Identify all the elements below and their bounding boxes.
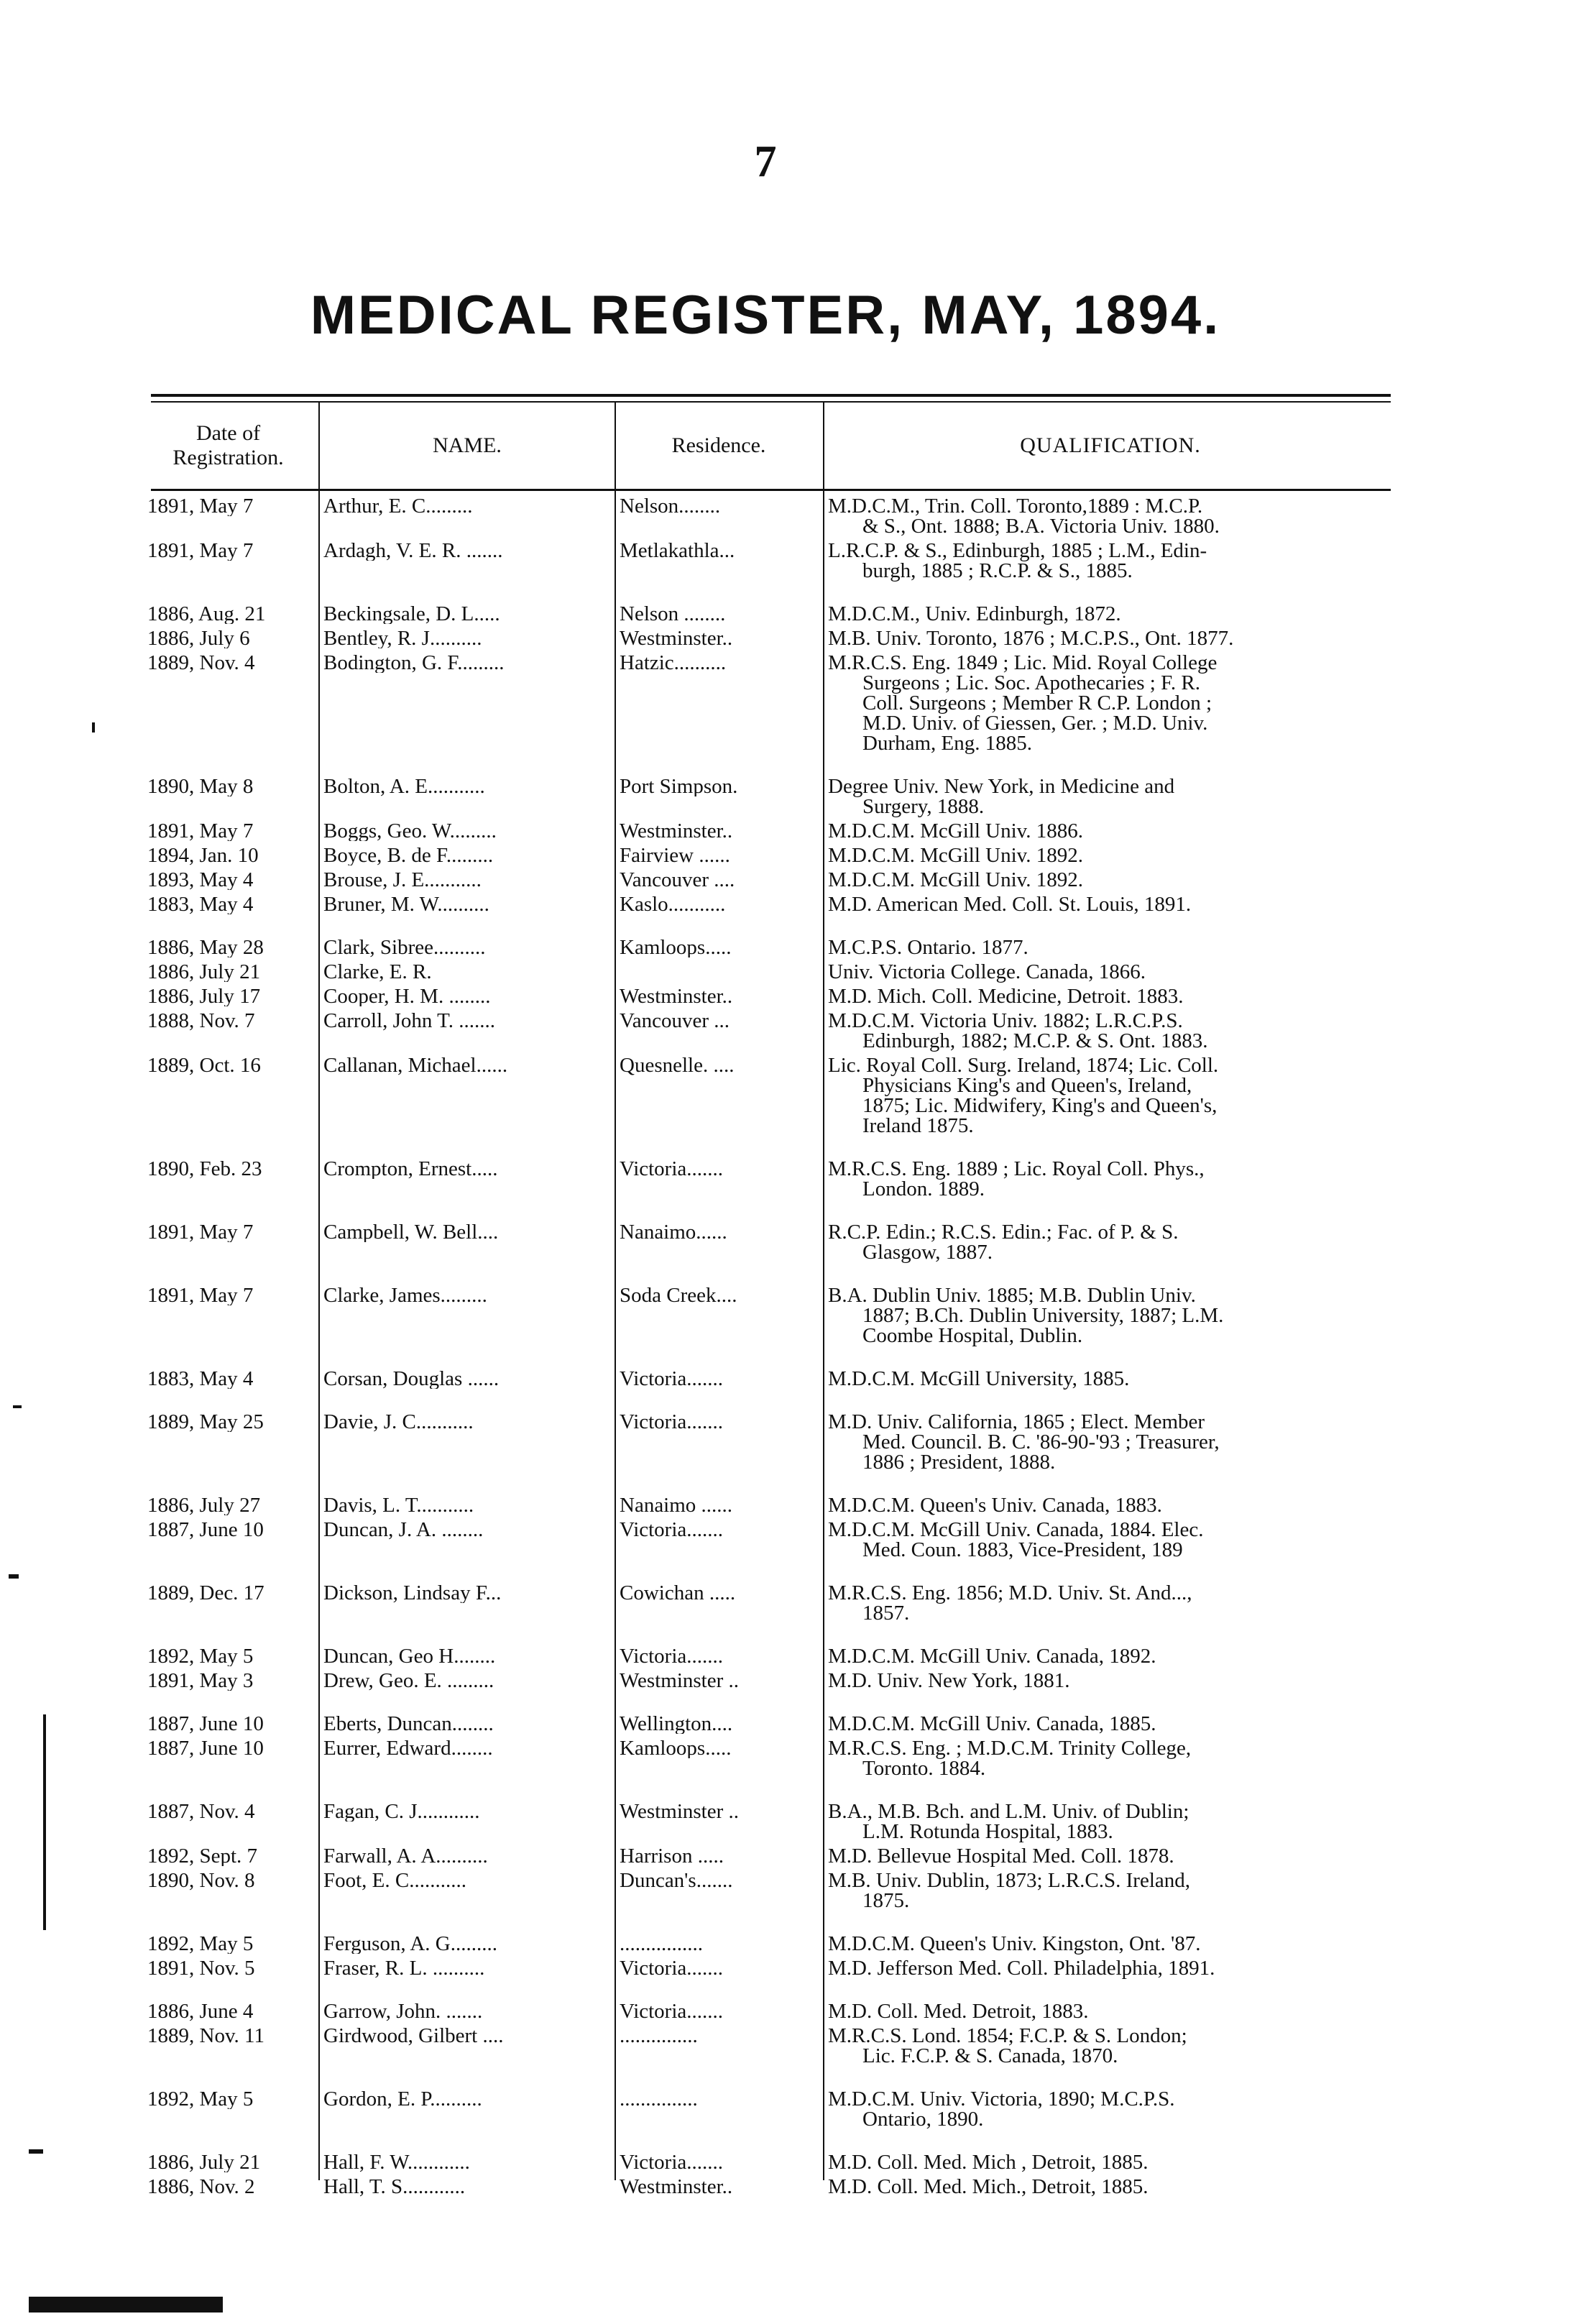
residence: Victoria....... [620, 1412, 724, 1432]
qualification-line: M.D.C.M. Univ. Victoria, 1890; M.C.P.S. [828, 2088, 1175, 2111]
practitioner-name: Ardagh, V. E. R. ....... [323, 541, 503, 561]
header-rule-bottom [151, 489, 1391, 491]
practitioner-name: Clarke, James......... [323, 1285, 487, 1305]
qualification-line: M.D. Univ. California, 1865 ; Elect. Member [828, 1410, 1205, 1433]
qualification-line: 1875; Lic. Midwifery, King's and Queen's, [862, 1094, 1218, 1117]
qualification-line: Glasgow, 1887. [862, 1241, 993, 1264]
qualification [828, 1520, 1396, 1560]
residence: Vancouver ... [620, 1011, 730, 1031]
practitioner-name: Girdwood, Gilbert .... [323, 2026, 504, 2046]
qualification [828, 1011, 1396, 1051]
practitioner-name: Campbell, W. Bell.... [323, 1222, 499, 1242]
qualification [828, 653, 1396, 753]
qualification-line: M.D. Coll. Med. Mich., Detroit, 1885. [828, 2175, 1149, 2198]
qualification-line: Coombe Hospital, Dublin. [862, 1324, 1083, 1347]
practitioner-name: Arthur, E. C......... [323, 496, 473, 516]
qualification [828, 628, 1396, 648]
qualification-line: Physicians King's and Queen's, Ireland, [862, 1074, 1192, 1097]
residence: Fairview ...... [620, 845, 730, 865]
qualification [828, 776, 1396, 817]
practitioner-name: Boyce, B. de F......... [323, 845, 494, 865]
residence: Nelson........ [620, 496, 721, 516]
qualification-line: M.C.P.S. Ontario. 1877. [828, 936, 1028, 959]
qualification-line: London. 1889. [862, 1177, 985, 1200]
residence: Victoria....... [620, 1159, 724, 1179]
qualification [828, 1285, 1396, 1346]
registration-date: 1886, May 28 [147, 937, 264, 957]
qualification-line: M.D.C.M. McGill Univ. Canada, 1892. [828, 1645, 1156, 1668]
registration-date: 1887, June 10 [147, 1714, 264, 1734]
practitioner-name: Bruner, M. W.......... [323, 894, 489, 914]
qualification-line: M.B. Univ. Dublin, 1873; L.R.C.S. Ireland, [828, 1869, 1191, 1892]
qualification-line: Toronto. 1884. [862, 1757, 986, 1780]
qualification-line: Surgeons ; Lic. Soc. Apothecaries ; F. R. [862, 671, 1200, 694]
qualification-line: L.M. Rotunda Hospital, 1883. [862, 1820, 1113, 1843]
qualification-line: Lic. Royal Coll. Surg. Ireland, 1874; Lic. Coll. [828, 1054, 1219, 1077]
residence: Westminster.. [620, 628, 733, 648]
residence: Victoria....... [620, 1646, 724, 1666]
qualification-line: M.D.C.M. McGill Univ. 1886. [828, 819, 1083, 842]
qualification-line: M.D.C.M. McGill Univ. 1892. [828, 868, 1083, 891]
registration-date: 1891, May 3 [147, 1671, 254, 1691]
qualification-line: M.D.C.M. McGill Univ. 1892. [828, 844, 1083, 867]
registration-date: 1886, Aug. 21 [147, 604, 266, 624]
residence: Victoria....... [620, 2001, 724, 2021]
qualification-line: Coll. Surgeons ; Member R C.P. London ; [862, 692, 1212, 715]
qualification-line: Ireland 1875. [862, 1114, 974, 1137]
qualification [828, 2026, 1396, 2066]
practitioner-name: Beckingsale, D. L..... [323, 604, 500, 624]
practitioner-name: Carroll, John T. ....... [323, 1011, 495, 1031]
registration-date: 1892, May 5 [147, 1934, 254, 1954]
qualification-line: M.B. Univ. Toronto, 1876 ; M.C.P.S., Ont. 1877. [828, 627, 1234, 650]
qualification [828, 1369, 1396, 1389]
qualification [828, 962, 1396, 982]
practitioner-name: Fraser, R. L. .......... [323, 1958, 485, 1978]
qualification-line: M.D. Mich. Coll. Medicine, Detroit. 1883. [828, 985, 1184, 1008]
qualification [828, 496, 1396, 536]
margin-mark [92, 722, 95, 732]
registration-date: 1886, July 21 [147, 962, 261, 982]
practitioner-name: Bolton, A. E........... [323, 776, 485, 796]
qualification-line: M.D.C.M. Queen's Univ. Canada, 1883. [828, 1494, 1162, 1517]
practitioner-name: Hall, F. W............ [323, 2152, 470, 2172]
qualification-line: M.D.C.M. Victoria Univ. 1882; L.R.C.P.S. [828, 1009, 1183, 1032]
qualification-line: B.A., M.B. Bch. and L.M. Univ. of Dublin; [828, 1800, 1189, 1823]
qualification-line: L.R.C.P. & S., Edinburgh, 1885 ; L.M., Edin- [828, 539, 1207, 562]
practitioner-name: Davie, J. C........... [323, 1412, 474, 1432]
qualification [828, 2152, 1396, 2172]
qualification [828, 986, 1396, 1006]
qualification [828, 604, 1396, 624]
qualification [828, 1222, 1396, 1262]
practitioner-name: Eurrer, Edward........ [323, 1738, 493, 1758]
qualification-line: M.D.C.M., Trin. Coll. Toronto,1889 : M.C.P. [828, 495, 1203, 518]
residence: Victoria....... [620, 1369, 724, 1389]
registration-date: 1888, Nov. 7 [147, 1011, 255, 1031]
practitioner-name: Clark, Sibree.......... [323, 937, 486, 957]
qualification-line: M.D. Coll. Med. Mich , Detroit, 1885. [828, 2151, 1149, 2174]
qualification-line: M.D. American Med. Coll. St. Louis, 1891. [828, 893, 1192, 916]
practitioner-name: Brouse, J. E........... [323, 870, 482, 890]
qualification-line: M.D. Univ. of Giessen, Ger. ; M.D. Univ. [862, 712, 1208, 735]
residence: Nelson ........ [620, 604, 726, 624]
registration-date: 1891, May 7 [147, 1222, 254, 1242]
registration-date: 1891, May 7 [147, 496, 254, 516]
registration-date: 1892, May 5 [147, 2089, 254, 2109]
residence: Metlakathla... [620, 541, 735, 561]
registration-date: 1894, Jan. 10 [147, 845, 259, 865]
residence: Westminster.. [620, 821, 733, 841]
practitioner-name: Hall, T. S............ [323, 2177, 466, 2197]
qualification-line: Durham, Eng. 1885. [862, 732, 1032, 755]
registration-date: 1886, July 6 [147, 628, 250, 648]
registration-date: 1887, Nov. 4 [147, 1801, 255, 1822]
registration-date: 1886, July 17 [147, 986, 261, 1006]
registration-date: 1889, Dec. 17 [147, 1583, 264, 1603]
residence: Wellington.... [620, 1714, 733, 1734]
registration-date: 1890, Feb. 23 [147, 1159, 262, 1179]
qualification [828, 1055, 1396, 1136]
qualification-line: M.D.C.M. McGill Univ. Canada, 1885. [828, 1712, 1156, 1735]
registration-date: 1891, May 7 [147, 541, 254, 561]
residence: Kamloops..... [620, 1738, 732, 1758]
qualification [828, 937, 1396, 957]
residence: ................ [620, 1934, 703, 1954]
practitioner-name: Ferguson, A. G......... [323, 1934, 497, 1954]
registration-date: 1892, Sept. 7 [147, 1846, 258, 1866]
practitioner-name: Corsan, Douglas ...... [323, 1369, 500, 1389]
page-title: MEDICAL REGISTER, MAY, 1894. [310, 285, 1221, 346]
qualification [828, 1583, 1396, 1623]
qualification-line: Degree Univ. New York, in Medicine and [828, 775, 1175, 798]
qualification [828, 1958, 1396, 1978]
practitioner-name: Garrow, John. ....... [323, 2001, 483, 2021]
qualification [828, 1646, 1396, 1666]
practitioner-name: Bodington, G. F......... [323, 653, 505, 673]
residence: Kamloops..... [620, 937, 732, 957]
registration-date: 1883, May 4 [147, 1369, 254, 1389]
residence: Westminster .. [620, 1801, 739, 1822]
qualification-line: M.D. Univ. New York, 1881. [828, 1669, 1070, 1692]
qualification [828, 1870, 1396, 1911]
column-header-residence: Residence. [671, 433, 766, 457]
qualification-line: 1875. [862, 1889, 910, 1912]
practitioner-name: Fagan, C. J............ [323, 1801, 480, 1822]
registration-date: 1886, Nov. 2 [147, 2177, 255, 2197]
column-divider-residence [823, 403, 824, 2180]
residence: Vancouver .... [620, 870, 735, 890]
qualification [828, 2001, 1396, 2021]
registration-date: 1889, Nov. 11 [147, 2026, 264, 2046]
column-divider-name [615, 403, 616, 2180]
qualification [828, 870, 1396, 890]
practitioner-name: Clarke, E. R. [323, 962, 432, 982]
residence: Nanaimo ...... [620, 1495, 733, 1515]
practitioner-name: Davis, L. T........... [323, 1495, 474, 1515]
qualification [828, 1738, 1396, 1778]
qualification-line: M.R.C.S. Eng. 1849 ; Lic. Mid. Royal College [828, 651, 1218, 674]
column-divider-date [318, 403, 320, 2180]
registration-date: 1891, May 7 [147, 1285, 254, 1305]
practitioner-name: Drew, Geo. E. ......... [323, 1671, 494, 1691]
qualification-line: 1887; B.Ch. Dublin University, 1887; L.M. [862, 1304, 1224, 1327]
qualification-line: R.C.P. Edin.; R.C.S. Edin.; Fac. of P. & S. [828, 1221, 1179, 1244]
practitioner-name: Cooper, H. M. ........ [323, 986, 491, 1006]
practitioner-name: Callanan, Michael...... [323, 1055, 508, 1075]
residence: Kaslo........... [620, 894, 726, 914]
qualification-line: M.D. Coll. Med. Detroit, 1883. [828, 2000, 1089, 2023]
residence: ............... [620, 2089, 698, 2109]
qualification-line: B.A. Dublin Univ. 1885; M.B. Dublin Univ. [828, 1284, 1196, 1307]
residence: Duncan's....... [620, 1870, 733, 1891]
qualification-line: Univ. Victoria College. Canada, 1866. [828, 960, 1146, 983]
registration-date: 1883, May 4 [147, 894, 254, 914]
practitioner-name: Farwall, A. A.......... [323, 1846, 488, 1866]
residence: Hatzic.......... [620, 653, 727, 673]
qualification [828, 894, 1396, 914]
qualification-line: M.D. Bellevue Hospital Med. Coll. 1878. [828, 1845, 1174, 1868]
qualification [828, 2177, 1396, 2197]
qualification-line: Ontario, 1890. [862, 2108, 984, 2131]
registration-date: 1886, June 4 [147, 2001, 254, 2021]
registration-date: 1889, Nov. 4 [147, 653, 255, 673]
qualification-line: M.D.C.M. Queen's Univ. Kingston, Ont. '87. [828, 1932, 1201, 1955]
qualification [828, 1495, 1396, 1515]
registration-date: 1890, May 8 [147, 776, 254, 796]
qualification-line: & S., Ont. 1888; B.A. Victoria Univ. 1880. [862, 515, 1220, 538]
qualification-line: M.D.C.M. McGill University, 1885. [828, 1367, 1130, 1390]
qualification-line: Lic. F.C.P. & S. Canada, 1870. [862, 2044, 1118, 2067]
margin-mark [29, 2149, 43, 2154]
header-rule-top [151, 394, 1391, 397]
qualification-line: M.D.C.M., Univ. Edinburgh, 1872. [828, 602, 1121, 625]
column-header-qualification: QUALIFICATION. [1020, 433, 1201, 457]
registration-date: 1886, July 27 [147, 1495, 261, 1515]
qualification [828, 821, 1396, 841]
qualification [828, 1412, 1396, 1472]
qualification-line: 1886 ; President, 1888. [862, 1451, 1056, 1474]
registration-date: 1887, June 10 [147, 1738, 264, 1758]
qualification-line: M.R.C.S. Eng. 1889 ; Lic. Royal Coll. Phys., [828, 1157, 1205, 1180]
qualification [828, 2089, 1396, 2129]
practitioner-name: Eberts, Duncan........ [323, 1714, 494, 1734]
registration-date: 1893, May 4 [147, 870, 254, 890]
qualification-line: M.R.C.S. Lond. 1854; F.C.P. & S. London; [828, 2024, 1187, 2047]
registration-date: 1892, May 5 [147, 1646, 254, 1666]
qualification-line: Med. Council. B. C. '86-90-'93 ; Treasurer, [862, 1430, 1220, 1453]
qualification [828, 1671, 1396, 1691]
qualification-line: M.R.C.S. Eng. 1856; M.D. Univ. St. And..., [828, 1581, 1192, 1604]
qualification-line: Surgery, 1888. [862, 795, 985, 818]
qualification-line: 1857. [862, 1602, 910, 1625]
residence: Westminster .. [620, 1671, 739, 1691]
qualification-line: Edinburgh, 1882; M.C.P. & S. Ont. 1883. [862, 1029, 1208, 1052]
qualification [828, 1159, 1396, 1199]
residence: Cowichan ..... [620, 1583, 736, 1603]
qualification-line: M.D. Jefferson Med. Coll. Philadelphia, 1891. [828, 1957, 1215, 1980]
practitioner-name: Duncan, Geo H........ [323, 1646, 496, 1666]
residence: Quesnelle. .... [620, 1055, 735, 1075]
residence: Victoria....... [620, 2152, 724, 2172]
margin-mark [9, 1574, 19, 1579]
practitioner-name: Foot, E. C........... [323, 1870, 466, 1891]
registration-date: 1889, May 25 [147, 1412, 264, 1432]
qualification [828, 845, 1396, 865]
residence: Soda Creek.... [620, 1285, 737, 1305]
margin-mark [13, 1405, 22, 1408]
qualification-line: M.R.C.S. Eng. ; M.D.C.M. Trinity College, [828, 1737, 1192, 1760]
column-header-name: NAME. [433, 433, 502, 457]
practitioner-name: Dickson, Lindsay F... [323, 1583, 502, 1603]
practitioner-name: Duncan, J. A. ........ [323, 1520, 484, 1540]
margin-mark [29, 2297, 223, 2312]
column-header-date: Date of Registration. [172, 421, 284, 469]
practitioner-name: Boggs, Geo. W......... [323, 821, 497, 841]
header-rule-top-thin [151, 401, 1391, 403]
residence: Victoria....... [620, 1520, 724, 1540]
registration-date: 1890, Nov. 8 [147, 1870, 255, 1891]
practitioner-name: Bentley, R. J.......... [323, 628, 482, 648]
page-number: 7 [754, 137, 777, 186]
residence: Westminster.. [620, 986, 733, 1006]
practitioner-name: Crompton, Ernest..... [323, 1159, 498, 1179]
qualification-line: Med. Coun. 1883, Vice-President, 189 [862, 1538, 1183, 1561]
residence: ............... [620, 2026, 698, 2046]
registration-date: 1889, Oct. 16 [147, 1055, 261, 1075]
residence: Victoria....... [620, 1958, 724, 1978]
practitioner-name: Gordon, E. P.......... [323, 2089, 482, 2109]
registration-date: 1887, June 10 [147, 1520, 264, 1540]
residence: Nanaimo...... [620, 1222, 727, 1242]
qualification [828, 1714, 1396, 1734]
residence: Port Simpson. [620, 776, 738, 796]
qualification [828, 1846, 1396, 1866]
residence: Westminster.. [620, 2177, 733, 2197]
qualification [828, 1934, 1396, 1954]
registration-date: 1891, Nov. 5 [147, 1958, 255, 1978]
registration-date: 1886, July 21 [147, 2152, 261, 2172]
residence: Harrison ..... [620, 1846, 724, 1866]
qualification-line: burgh, 1885 ; R.C.P. & S., 1885. [862, 559, 1133, 582]
margin-mark [43, 1714, 46, 1930]
qualification [828, 541, 1396, 581]
qualification-line: M.D.C.M. McGill Univ. Canada, 1884. Elec. [828, 1518, 1204, 1541]
qualification [828, 1801, 1396, 1842]
registration-date: 1891, May 7 [147, 821, 254, 841]
